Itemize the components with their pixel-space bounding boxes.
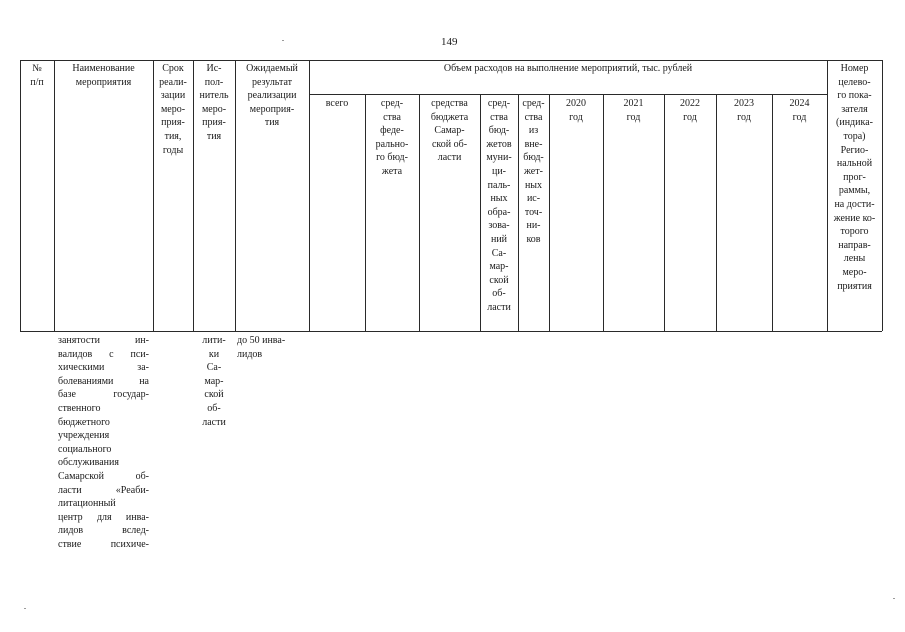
scan-speck <box>24 608 26 609</box>
table-top-border <box>20 60 882 61</box>
col-border <box>20 60 21 331</box>
word: занятости <box>58 335 100 346</box>
text-line <box>58 524 149 538</box>
header-executor: Ис- пол- нитель меро- прия- тия <box>199 63 229 142</box>
text-line <box>58 388 149 402</box>
text-line <box>58 511 149 525</box>
word: валидов <box>58 348 93 360</box>
text-line <box>58 361 149 375</box>
word: Самарской <box>58 470 104 482</box>
scan-speck <box>893 598 895 599</box>
word: об- <box>135 470 149 482</box>
word: с <box>109 348 114 360</box>
text-line <box>58 375 149 389</box>
header-event-name: Наименование мероприятия <box>72 63 135 88</box>
header-expected-result: Ожидаемый результат реализации мероприя- тия <box>246 63 298 129</box>
word: лидов <box>58 525 84 537</box>
header-year-2020: 2020 год <box>566 98 586 123</box>
text-line <box>58 484 149 498</box>
header-total: всего <box>325 98 349 109</box>
word: ин- <box>134 335 149 346</box>
header-municipal-budget: сред- ства бюд- жетов муни- ци- паль- ных обра- зова- ний Са- мар- ской об- ласти <box>486 98 512 313</box>
word: на <box>139 375 149 387</box>
header-extrabudgetary: сред- ства из вне- бюд- жет- ных ис- точ- ни- ков <box>522 98 545 245</box>
header-federal-budget: сред- ства феде- рально- го бюд- жета <box>375 98 409 177</box>
text-line <box>58 470 149 484</box>
header-expenses: Объем расходов на выполнение мероприятий, тыс. рублей <box>443 63 693 74</box>
header-regional-budget: средства бюджета Самар- ской об- ласти <box>430 98 469 164</box>
header-year-2024: 2024 год <box>789 98 810 123</box>
table-bottom-border <box>20 331 882 332</box>
header-year-2022: 2022 год <box>680 98 700 123</box>
word: болеваниями <box>58 375 114 387</box>
text-line: бюджетного <box>58 416 110 428</box>
word: центр <box>58 511 83 523</box>
body-expected-result: до 50 инва- лидов <box>237 335 286 360</box>
header-year-2021: 2021 год <box>623 98 644 123</box>
word: ствие <box>58 538 82 550</box>
word: пси- <box>130 348 149 360</box>
word: вслед- <box>122 525 149 537</box>
table-subheader-border <box>309 94 827 95</box>
header-term: Срок реали- зации меро- прия- тия, годы <box>159 63 187 156</box>
text-line <box>58 348 149 362</box>
word: «Реаби- <box>115 484 149 496</box>
col-border <box>603 94 604 331</box>
col-border <box>772 94 773 331</box>
text-line: литационный <box>58 498 116 510</box>
text-line <box>58 538 149 552</box>
text-line: обслуживания <box>58 457 119 469</box>
header-indicator-number: Номер целево- го пока- зателя (индика- тора) Регио- нальной прог- раммы, на дости- жение ко- торого направ- лены меро- приятия <box>833 63 876 292</box>
text-line: социального <box>58 443 112 455</box>
word: для <box>96 511 112 523</box>
word: психиче- <box>110 538 149 550</box>
col-border <box>716 94 717 331</box>
word: за- <box>137 362 149 374</box>
word: ласти <box>58 484 82 496</box>
text-line: ственного <box>58 402 101 414</box>
header-year-2023: 2023 год <box>734 98 754 123</box>
body-executor: лити- ки Са- мар- ской об- ласти <box>202 335 226 428</box>
word: базе <box>58 389 76 401</box>
col-border <box>664 94 665 331</box>
text-line <box>58 334 149 348</box>
page-number: 149 <box>441 36 458 48</box>
header-number: № п/п <box>30 63 44 88</box>
col-border <box>549 94 550 331</box>
col-border <box>54 60 55 331</box>
body-event-name-lines <box>58 334 149 552</box>
word: государ- <box>113 389 149 401</box>
scan-speck <box>282 40 284 41</box>
text-line: учреждения <box>58 430 110 442</box>
word: хическими <box>58 362 105 374</box>
col-border <box>882 60 883 331</box>
word: инва- <box>125 511 149 523</box>
